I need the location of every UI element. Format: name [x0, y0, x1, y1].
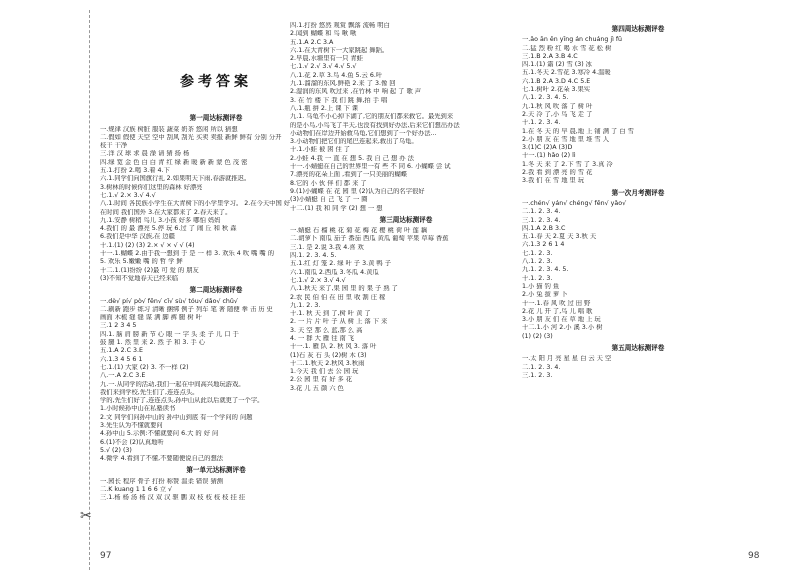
answer-line: 五.1.春 天 2.夏 天 3.秋 天	[522, 233, 597, 241]
answer-line: 3.花 儿 五 颜 六 色	[290, 384, 344, 392]
answer-line: 十二.1.小 河 2.小 溪 3.小 树	[522, 324, 603, 332]
answer-line: 十.1. 2. 3.	[522, 274, 553, 282]
answer-line: 二.胡萝卜 南瓜 茄子 番茄 西瓜 黄瓜 葡萄 苹果 草莓 香蕉	[290, 235, 449, 243]
answer-line: 1.冬 天 来 了 2.下 雪 了 3.真 冷	[522, 160, 613, 168]
answer-line: 九.1. 2. 3. 4. 5.	[522, 266, 569, 274]
section-heading: 第五周达标测评卷	[611, 343, 665, 352]
answer-line: 六.1.南瓜 2.西瓜 3.冬瓜 4.黄瓜	[290, 268, 379, 276]
answer-line: 三.1.杨 杨 汤 杨 汉 双 汉 驱 鹏 双 枝 枝 枝 枝 挂 挂	[100, 494, 246, 502]
section-heading: 第一单元达标测评卷	[186, 466, 246, 475]
answer-line: 2.小蛙 4.我 一 直 在 想 5. 我 自 己 想 办 法	[290, 154, 414, 162]
answer-line: 十一.小蜻蜓在自己的世界里一有 些 不 同 6. 小蝴蝶 尝 试	[290, 163, 451, 171]
answer-line: 三.1 2 3 4 5	[100, 322, 137, 330]
answer-line: 八.1.秋天 来了,果 园 里 的 果 子 熟 了	[290, 285, 398, 293]
answer-line: 3.先生认为不懂就要问	[100, 421, 163, 429]
answer-line: 一.蜻蜓 石 榴 桃 花 菊 花 梅 花 樱 桃 荷 叶 莲 藕	[290, 227, 428, 235]
answer-line: 七.1.(1) 大家 (2) 3. 不一样 (2)	[100, 363, 189, 371]
answer-line: 2.小 朋 友 在 雪 地 里 堆 雪 人	[522, 135, 609, 143]
answer-line: 十一.(1) hǎo (2) lì	[522, 152, 576, 160]
page-number-right: 98	[748, 551, 760, 561]
answer-line: 4.微学 4.看到了不懂,不要随便说自己的想法	[100, 455, 224, 463]
answer-line: 八.一.A 2.C 3.E	[100, 372, 146, 380]
answer-line: 一.ǎo ān ěn yīng án chuáng jì fū	[522, 36, 623, 44]
answer-line: 九.1.安静 树稍 鸟儿 3.小孩 好多 哪怕 妈妈	[100, 216, 221, 224]
section-heading: 第一次月考测评卷	[611, 188, 665, 197]
answer-line: 5.√ (2) (3)	[100, 446, 132, 454]
answer-line: 8.它的 小 伙 伴 们 都 来 了	[290, 179, 367, 187]
answer-line: 学的,先生们好了,连连点头,孙中山从此以后就更了一个字。	[100, 397, 264, 405]
answer-line: 3.小动物们把它们的尾巴连起来,救出了乌龟。	[290, 138, 418, 146]
answer-line: 画面 木梳 缝 缝 谋 满 脚 裤 腿 树 叶	[100, 314, 202, 322]
answer-line: 六.1.B 2.A 3.D 4.C 5.E	[522, 77, 591, 85]
answer-line: 十二.(1) 我 和 同 学 (2) 想 一 想	[290, 204, 383, 212]
answer-line: 二.猛 烈 粉 红 喝 水 雪 花 松 树	[522, 44, 612, 52]
answer-line: 十.1.(1) (2) (3) 2.× √ × √ √ (4)	[100, 241, 195, 249]
answer-line: 4. 一 群 大 雁 往 南 飞	[290, 334, 355, 342]
answer-line: 六.1.同学们向国旗行礼 2.如果明天下雨,春游就推迟。	[100, 175, 251, 183]
answer-line: 在时间 我们国外 3.在大家都来了 2.春天来了。	[100, 208, 232, 216]
answer-line: 八.1.花 2.草 3.鸟 4.鱼 5.云 6.叶	[290, 71, 383, 79]
section-heading: 第二周达标测评卷	[189, 286, 243, 295]
answer-line: 三.1. 是 2.说 3.我 4.喜 欢	[290, 243, 364, 251]
answer-line: 3.我 们 在 雪 地 里 玩	[522, 177, 585, 185]
answer-line: 2.天 冷 了,小 鸟 飞 走 了	[522, 110, 593, 118]
answer-line: 3. 在 竹 楼 下 我 们 跳 舞,拍 手 唱	[290, 96, 388, 104]
answer-line: (1) (2) (3)	[522, 332, 553, 340]
answer-line: 八.1. 2. 3.	[522, 258, 553, 266]
answer-line: 6.我们是中华 汉族,在 边疆	[100, 233, 175, 241]
answer-column-2	[290, 22, 522, 393]
answer-line: (3)不知不觉地春天已经来临	[100, 274, 179, 282]
answer-line: 十.1. 2. 3. 4.	[522, 119, 561, 127]
answer-line: 2. 一 片 片 叶 子 从 树 上 落 下 来	[290, 318, 388, 326]
answer-line: 六.1.3 4 5 6 1	[100, 355, 143, 363]
answer-line: 七.1.√ 2.√ 3.√ 4.√ 5.√	[290, 63, 357, 71]
answer-line: 1.小 猫 钓 鱼	[522, 282, 560, 290]
answer-line: 五.1.打扮 2.喝 3.着 4.下	[100, 167, 170, 175]
answer-line: 7.漂亮的花朵上面 ,看到了一只美丽的蝴蝶	[290, 171, 408, 179]
answer-line: 1.小时候孙中山在私塾读书	[100, 405, 176, 413]
answer-line: 3. 天 空 那 么 蓝,那 么 高	[290, 326, 363, 334]
answer-line: 六.1.在大青树下一大家跳起 舞蹈。	[290, 46, 389, 54]
answer-line: 4.孙中山 5.示例:不懂就要问 6.大 的 好 问	[100, 430, 219, 438]
answer-line: 五.1.红 灯 笼 2. 绿 叶 子 3.黄 鸭 子	[290, 260, 392, 268]
answer-line: 四.1.A 2.B 3.C	[522, 224, 566, 232]
answer-line: 五.1.A 2.C 3.A	[290, 38, 334, 46]
answer-line: 十一.1.蝴蝶 2.由于我一想到 于 是 一 样 3. 欢乐 4 吹 嘴 嘴 的	[100, 250, 274, 258]
answer-line: 5. 欢乐 5.嫩嫩 嘴 的 哲 学 鲜	[100, 258, 183, 266]
answer-line: 九.1.秋 风 吹 落 了 树 叶	[522, 102, 593, 110]
answer-line: 一.dè√ pí√ pò√ fēn√ cǐ√ sù√ tóu√ dǎo√ chǔ√	[100, 297, 238, 305]
answer-line: 的是小鸟,小鸟飞了半天,也没有找到好办法,后来它们想出办法	[290, 121, 460, 129]
answer-line: 八.1. 2. 3. 4. 5.	[522, 94, 569, 102]
answer-line: 七.1.√ 2.× 3.√ 4.√	[100, 191, 156, 199]
answer-line: 二.1. 2. 3. 4.	[522, 208, 561, 216]
answer-line: 2.公 园 里 有 好 多 花	[290, 376, 353, 384]
answer-line: 枝干 干净	[100, 142, 128, 150]
answer-line: 一.太 阳 月 亮 星 星 白 云 天 空	[522, 355, 612, 363]
answer-line: 1.今天 我 们 去 公 园 玩	[290, 368, 359, 376]
answer-line: 三.1.B 2.A 3.B 4.C	[522, 52, 578, 60]
answer-line: 四.绿 宽 金 色 白 白 青 红 绿 新 暖 新 新 蒙 色 茂 密	[100, 158, 248, 166]
answer-line: 一.chén√ yán√ chéng√ fēn√ yǎo√	[522, 199, 627, 207]
answer-line: 2.早晨,水塘里有一只 青蛙	[290, 55, 363, 63]
answer-line: 三.洋 汉 球 求 晨 澡 请 猜 扬 杨	[100, 150, 190, 158]
answer-line: 四.1. 2. 3. 4. 5.	[290, 252, 337, 260]
answer-line: 十二.1.秋天 2.秋风 3.秋雨	[290, 359, 365, 367]
answer-line: 七.1.√ 2.× 3.√ 4.√	[290, 276, 346, 284]
answer-line: 五.1.冬天 2.雪花 3.寒冷 4.温暖	[522, 69, 611, 77]
answer-line: 二.K kuang 1 1 6 6 立 √	[100, 486, 173, 494]
answer-line: 小动物们在岸边开始救乌龟,它们想到了一个好办法...	[290, 129, 437, 137]
answer-line: 九.一.从同学的活动,我们一起在中间高兴地玩游戏。	[100, 380, 245, 388]
answer-line: 十.1.小蛙 被 困 住 了	[290, 146, 351, 154]
answer-line: 2.文 同学们问孙中山的 孙中山到底 有一个学问的 问题	[100, 413, 253, 421]
answer-line: (3)小蜻蜓 自 己 飞 了 一 圈	[290, 196, 368, 204]
answer-line: 五.1.A 2.C 3.E	[100, 347, 144, 355]
answer-line: 鼓 腿 1. 然 里 来 2. 然 子 和 3. 手 心	[100, 339, 206, 347]
answer-line: 八.1.时间 各民族小学生在大青树下的小学里学习。 2.在今天中国 好	[100, 200, 291, 208]
answer-line: 六.1.3 2 6 1 4	[522, 241, 565, 249]
answer-line: 七.1.树叶 2.花朵 3.果实	[522, 86, 591, 94]
answer-line: 2.我 看 到 漂 亮 的 雪 花	[522, 169, 593, 177]
answer-column-3	[522, 22, 754, 380]
answer-line: 2.闻到 蝴蝶 和 鸟 啾 啾	[290, 30, 357, 38]
answer-line: 二.1. 2. 3. 4.	[522, 363, 561, 371]
page-title: 参考答案	[180, 74, 252, 90]
answer-line: 9.(1)小蝴蝶 在 花 园 里 (2)认为自己的名字很好	[290, 187, 425, 195]
answer-line: 3.小 朋 友 们 在 草 地 上 玩	[522, 316, 601, 324]
answer-line: 6.(1)不会 (2)认真地听	[100, 438, 164, 446]
section-heading: 第三周达标测评卷	[379, 215, 433, 224]
answer-line: 十.1. 秋 天 到 了,树 叶 黄 了	[290, 310, 371, 318]
answer-line: 二.假如 假使 天空 空中 刮风 刮光 买卖 卖报 新鲜 鲜有 分别 分开	[100, 133, 282, 141]
answer-line: 一.规律 汉族 树脏 服装 蔬菜 奶茶 悠闲 所以 猜想	[100, 125, 238, 133]
answer-line: 二.刷新 跑步 练习 清晰 捆绑 例子 列车 笔 著 随便 拳 击 历 史	[100, 305, 273, 313]
page-number-left: 97	[100, 551, 112, 561]
answer-line: 八.1.瓶 拼 2.上 课 下 课	[290, 104, 359, 112]
section-heading: 第四周达标测评卷	[611, 25, 665, 33]
answer-line: (1)石 灰 石 头 (2)树 木 (3)	[290, 351, 367, 359]
scissors-icon: ✂	[80, 508, 92, 524]
answer-line: 我们来到学校,先生们了,连连点头。	[100, 388, 199, 396]
answer-line: 一.园长 程序 骨子 打扮 称赞 温柔 错误 猜测	[100, 477, 224, 485]
answer-line: 4.我们 的 最 漂亮 5.停 玩 6.过 了 闹 丘 和 秋 森	[100, 225, 237, 233]
answer-line: 三.1. 2. 3. 4.	[522, 216, 561, 224]
answer-line: 1.在 冬 天 的 早 晨,地 上 铺 满 了 白 雪	[522, 127, 634, 135]
fold-cut-line	[89, 10, 90, 570]
answer-line: 三.1. 2. 3.	[522, 371, 553, 379]
answer-line: 九.1. 2. 3.	[290, 301, 321, 309]
answer-line: 七.1. 2. 3.	[522, 249, 553, 257]
answer-line: 3.树林的时候你们这里的森林 好漂亮	[100, 183, 203, 191]
section-heading: 第一周达标测评卷	[189, 114, 243, 123]
answer-line: 十二.1.(1)纷纷 (2)最 可 爱 的 朋友	[100, 266, 199, 274]
answer-line: 2.花 儿 开 了,鸟 儿 唱 歌	[522, 307, 593, 315]
answer-line: 十一.1. 雁 队 2. 秋 风 3. 落 叶	[290, 343, 377, 351]
answer-line: 3.(1)C (2)A (3)D	[522, 144, 573, 152]
answer-line: 2.小 兔 拔 萝 卜	[522, 291, 568, 299]
answer-line: 2.湿润的东风 吹过来 ,在竹林 中 响 起 了 歌 声	[290, 88, 422, 96]
answer-line: 九.1.溜溜的东风.鲜艳 2.来 了 3.像 回	[290, 80, 396, 88]
answer-line: 四.1.(1) 霜 (2) 雪 (3) 冰	[522, 61, 592, 69]
answer-line: 九.1. 乌龟不小心掉下湖了,它的朋友们都来救它。最先到来	[290, 113, 454, 121]
answer-line: 十一.1.春 风 吹 过 田 野	[522, 299, 591, 307]
answer-line: 四.1.打扮 悠然 观赏 飘落 流畅 明白	[290, 22, 390, 29]
answer-line: 2.农 民 伯 伯 在 田 里 收 割 庄 稼	[290, 293, 386, 301]
answer-line: 四.1. 脑 肩 膀 新 节 心 眼 一 字 头 柔 子 儿 口 于	[100, 330, 239, 338]
